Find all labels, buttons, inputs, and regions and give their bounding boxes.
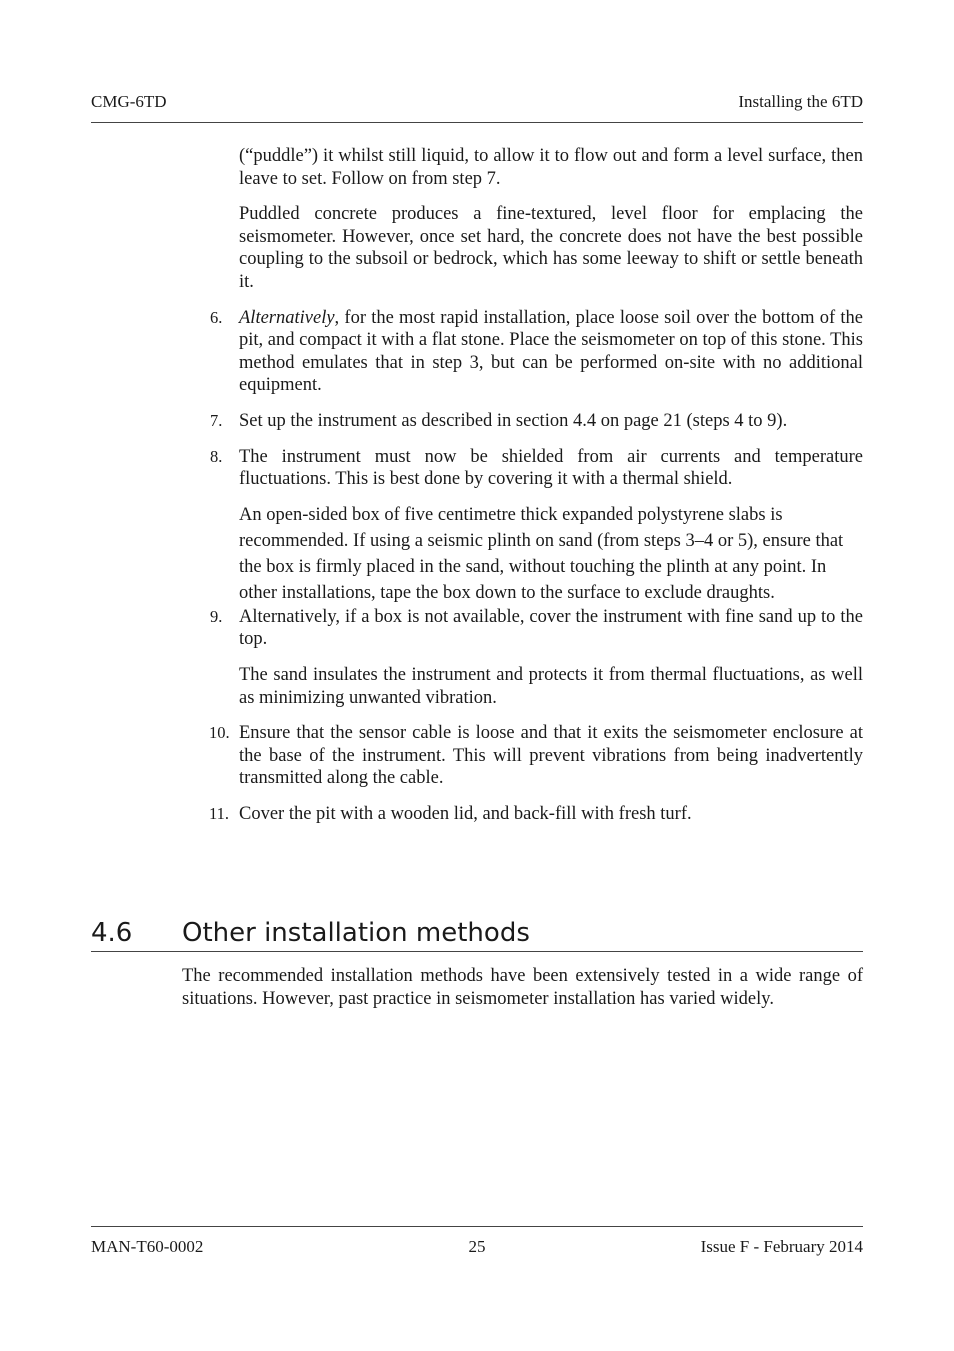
list-item-step-8 bbox=[210, 446, 863, 491]
step-number: 9. bbox=[210, 606, 223, 626]
step-9-text: Alternatively, if a box is not available, cover the instrument with fine sand up to the top. bbox=[239, 606, 863, 650]
header-chapter-title: Installing the 6TD bbox=[738, 92, 863, 111]
step-number: 6. bbox=[210, 307, 223, 327]
list-item-step-10 bbox=[209, 722, 863, 790]
body-content bbox=[91, 145, 863, 838]
step-number: 10. bbox=[209, 723, 230, 743]
running-footer bbox=[91, 1237, 863, 1261]
running-header bbox=[91, 90, 863, 114]
list-item-step-9 bbox=[210, 606, 863, 651]
section-title: Other installation methods bbox=[182, 918, 530, 948]
thermal-box-paragraph: An open-sided box of five centimetre thick expanded polystyrene slabs is recommended. If using a seismic plinth on sand (from steps 3–4 or 5), ensure that the box is firmly placed in the sand, without touching the plinth at any point. In other installations, tape the box down to the surface to exclude draughts. bbox=[239, 504, 844, 603]
section-number: 4.6 bbox=[91, 918, 133, 948]
step-number: 11. bbox=[209, 803, 230, 823]
list-item-step-6 bbox=[210, 307, 863, 397]
step-6-lead: Alternatively bbox=[239, 307, 335, 328]
footer-issue-date: Issue F - February 2014 bbox=[700, 1237, 863, 1256]
step-7-text: Set up the instrument as described in section 4.4 on page 21 (steps 4 to 9). bbox=[239, 410, 788, 431]
step-10-text: Ensure that the sensor cable is loose and that it exits the seismometer enclosure at the base of the instrument. This will prevent vibrations from being inadvertently transmitted along the cable. bbox=[239, 723, 863, 789]
section-heading bbox=[91, 918, 863, 952]
step-11-text: Cover the pit with a wooden lid, and back-fill with fresh turf. bbox=[239, 803, 692, 824]
list-item-step-11 bbox=[209, 803, 863, 826]
footer-rule bbox=[91, 1226, 863, 1227]
section-paragraph: The recommended installation methods have been extensively tested in a wide range of situations. However, past practice in seismometer installation has varied widely. bbox=[182, 966, 863, 1009]
list-item-step-7 bbox=[210, 410, 863, 433]
step-number: 8. bbox=[210, 446, 223, 466]
footer-document-number: MAN-T60-0002 bbox=[91, 1237, 204, 1256]
puddle-paragraph: (“puddle”) it whilst still liquid, to allow it to flow out and form a level surface, then leave to set. Follow on from step 7. bbox=[239, 146, 863, 189]
section-rule bbox=[91, 951, 863, 952]
step-8-text: The instrument must now be shielded from air currents and temperature fluctuations. This is best done by covering it with a thermal shield. bbox=[239, 446, 863, 490]
header-rule bbox=[91, 122, 863, 123]
sand-insulation-paragraph: The sand insulates the instrument and protects it from thermal fluctuations, as well as minimizing unwanted vibration. bbox=[239, 664, 863, 708]
header-document-code: CMG-6TD bbox=[91, 92, 167, 111]
page-number: 25 bbox=[468, 1237, 486, 1256]
step-number: 7. bbox=[210, 410, 223, 430]
step-6-text: , for the most rapid installation, place loose soil over the bottom of the pit, and compact it with a flat stone. Place the seismometer on top of this stone. This method emulates that in step 3, but can be performed on-site with no additional equipment. bbox=[239, 307, 863, 396]
puddled-concrete-paragraph: Puddled concrete produces a fine-textured, level floor for emplacing the seismometer. However, once set hard, the concrete does not have the best possible coupling to the subsoil or bedrock, which has some leeway to shift or settle beneath it. bbox=[239, 204, 863, 292]
